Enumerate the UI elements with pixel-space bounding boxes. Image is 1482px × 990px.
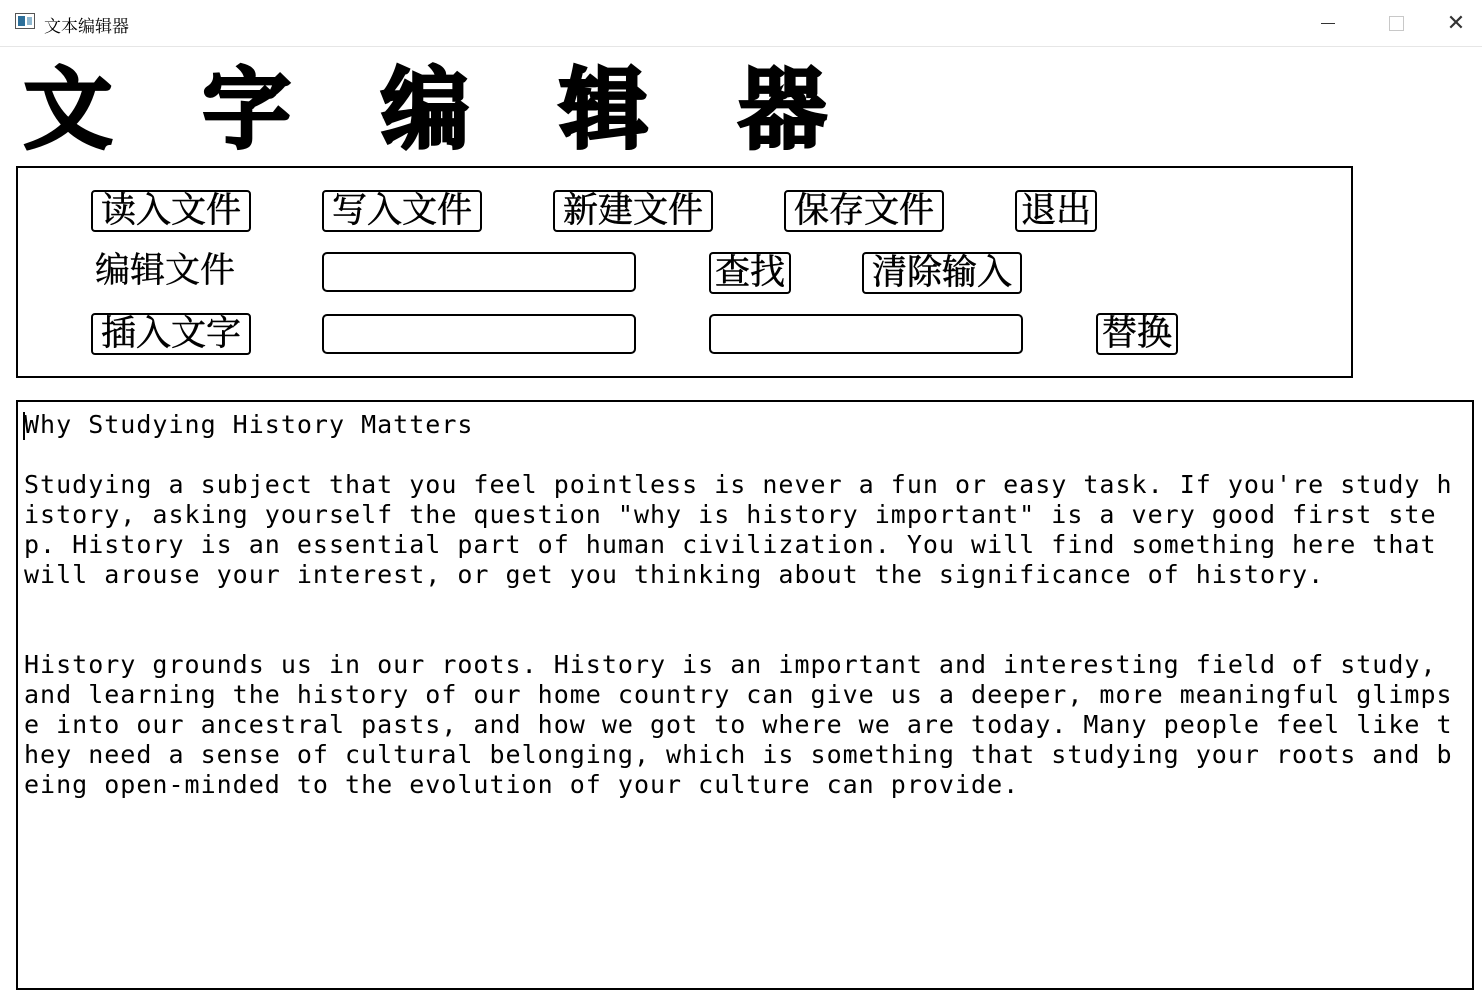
exit-button[interactable]: 退出 — [1015, 190, 1097, 232]
insert-text-input[interactable] — [322, 314, 636, 354]
new-file-button[interactable]: 新建文件 — [553, 190, 713, 232]
clear-input-button[interactable]: 清除输入 — [862, 252, 1022, 294]
close-icon: ✕ — [1446, 10, 1466, 36]
read-file-button[interactable]: 读入文件 — [91, 190, 251, 232]
find-button[interactable]: 查找 — [709, 252, 791, 294]
text-editor[interactable] — [16, 400, 1474, 990]
maximize-button[interactable] — [1362, 0, 1430, 46]
replace-input[interactable] — [709, 314, 1023, 354]
control-panel — [16, 166, 1353, 378]
minimize-button[interactable] — [1294, 0, 1362, 46]
replace-button[interactable]: 替换 — [1096, 313, 1178, 355]
insert-text-button[interactable]: 插入文字 — [91, 313, 251, 355]
editor-content[interactable]: Why Studying History Matters Studying a subject that you feel pointless is never a fun or easy task. If you're study history, asking yourself the question "why is history important" is a very good first step. History is an essential part of human civilization. You will find something here that will arouse your interest, or get you thinking about the significance of history. History grounds us in our roots. History is an important and interesting field of study, and learning the history of our home country can give us a deeper, more meaningful glimpse into our ancestral pasts, and how we got to where we are today. Many people feel like they need a sense of cultural belonging, which is something that studying your roots and being open-minded to the evolution of your culture can provide. — [24, 410, 1453, 799]
window-title: 文本编辑器 — [44, 17, 129, 37]
write-file-button[interactable]: 写入文件 — [322, 190, 482, 232]
close-button[interactable] — [1430, 0, 1482, 46]
minimize-icon — [1321, 23, 1335, 24]
save-file-button[interactable]: 保存文件 — [784, 190, 944, 232]
edit-file-label: 编辑文件 — [95, 251, 236, 291]
page-title: 文 字 编 辑 器 — [24, 58, 857, 161]
find-input[interactable] — [322, 252, 636, 292]
maximize-icon — [1389, 16, 1404, 31]
app-icon — [15, 13, 35, 29]
window-titlebar — [0, 0, 1482, 47]
